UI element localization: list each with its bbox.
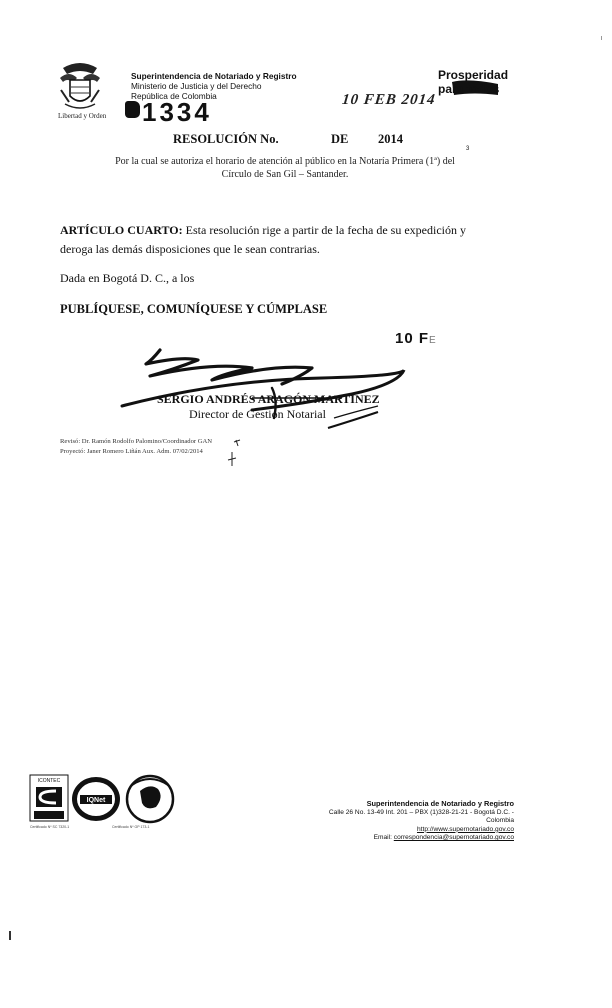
stamp-marker: e: [128, 113, 132, 119]
republic-name: República de Colombia: [131, 90, 217, 101]
reviewed-by: Revisó: Dr. Ramón Rodolfo Palomino/Coordinador GAN: [60, 438, 213, 445]
resolution-de: DE: [331, 132, 349, 146]
partial-stamp-text: 10 F: [395, 330, 430, 347]
resolution-year: 2014: [378, 132, 403, 146]
certificate-2: Certificado Nº GP 173-1: [112, 825, 150, 829]
page-number: 3: [466, 146, 470, 152]
prepared-by: Proyectó: Janer Romero Liñán Aux. Adm. 07/02/2014: [60, 447, 203, 455]
ministry-name: Ministerio de Justicia y del Derecho: [131, 80, 262, 91]
scan-edge-dash: [601, 36, 602, 40]
coat-of-arms-seal: [57, 60, 103, 112]
footer-contact: [300, 800, 514, 843]
footer-email-link[interactable]: correspondencia@supernotariado.gov.co: [393, 834, 514, 842]
prosperidad-logo-text: Prosperidad para todos: [438, 68, 509, 96]
certificate-1: Certificado Nº SC 7320-1: [30, 825, 70, 829]
icontec-label: ICONTEC: [37, 778, 61, 784]
closing-formula: PUBLÍQUESE, COMUNÍQUESE Y CÚMPLASE: [60, 302, 328, 316]
resolution-label: RESOLUCIÓN No.: [173, 132, 279, 146]
footer-email-label: Email:: [373, 834, 392, 842]
iqnet-label: IQNet: [86, 797, 106, 804]
footer-address: Calle 26 No. 13-49 Int. 201 – PBX (1)328-21-21 - Bogotá D.C. - Colombia: [328, 808, 514, 825]
resolution-subtitle: [75, 155, 495, 181]
date-stamp: 10 FEB 2014: [341, 92, 437, 108]
signatory-title: Director de Gestión Notarial: [189, 407, 326, 421]
article-heading: ARTÍCULO CUARTO:: [60, 223, 183, 237]
partial-stamp-faint: E: [429, 335, 437, 346]
subtitle-line-1: Por la cual se autoriza el horario de atención al público en la Notaría Primera (1ª) del: [115, 156, 455, 167]
signatory-name: SERGIO ANDRÉS ARAGÓN MARTÍNEZ: [157, 392, 380, 406]
article-cuarto: [60, 221, 466, 259]
article-text: Esta resolución rige a partir de la fecha de su expedición y deroga las demás disposiciones que le sean contrarias.: [60, 223, 467, 256]
given-in-line: Dada en Bogotá D. C., a los: [60, 271, 195, 285]
entity-name: Superintendencia de Notariado y Registro: [131, 71, 297, 81]
revision-notes: [60, 437, 212, 456]
seal-caption: Libertad y Orden: [58, 112, 107, 120]
certification-logos: [28, 773, 178, 825]
initials-mark: [222, 438, 252, 468]
footer-website-link[interactable]: http://www.supernotariado.gov.co: [416, 825, 514, 833]
scan-edge-mark: [9, 931, 11, 940]
resolution-number-stamp: 1334: [142, 97, 212, 127]
footer-entity: Superintendencia de Notariado y Registro: [366, 799, 514, 808]
subtitle-line-2: Círculo de San Gil – Santander.: [221, 169, 349, 180]
